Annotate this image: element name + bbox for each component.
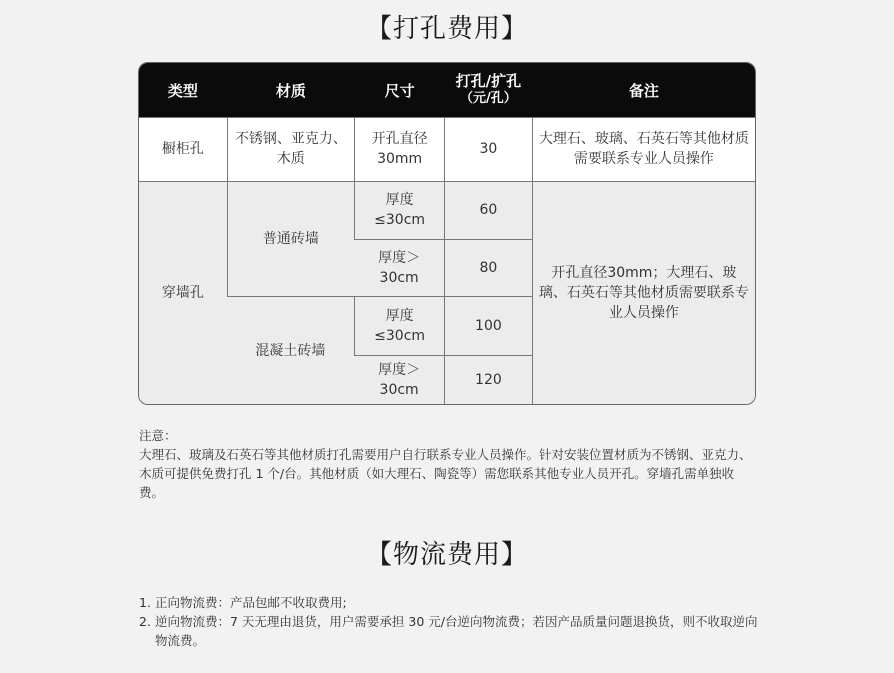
cabinet-material-cell: 不锈钢、亚克力、木质 <box>227 117 355 180</box>
note-label: 注意： <box>139 428 177 443</box>
wall-size-cell: 厚度＞30cm <box>354 355 444 404</box>
list-item <box>139 593 759 612</box>
header-remark: 备注 <box>532 63 755 117</box>
table-row <box>139 117 755 180</box>
drilling-fee-title: 【打孔费用】 <box>365 14 528 44</box>
logistics-list <box>139 593 759 650</box>
wall-type-cell: 穿墙孔 <box>139 181 227 404</box>
cabinet-type-cell: 橱柜孔 <box>139 117 227 180</box>
wall-price-cell: 100 <box>444 296 532 354</box>
wall-size-cell: 厚度≤30cm <box>354 181 444 239</box>
table-header-row <box>139 63 755 117</box>
cabinet-remark-cell: 大理石、玻璃、石英石等其他材质需要联系专业人员操作 <box>532 117 755 180</box>
wall-material-cell: 普通砖墙 <box>227 181 355 297</box>
drilling-fee-table <box>138 62 756 405</box>
list-item-number: 2. <box>139 614 151 629</box>
cabinet-price-cell: 30 <box>444 117 532 180</box>
header-material: 材质 <box>227 63 355 117</box>
table-row <box>139 181 755 239</box>
list-item-text: 逆向物流费：7 天无理由退货，用户需要承担 30 元/台逆向物流费；若因产品质量问题退换货，则不收取逆向物流费。 <box>155 614 758 648</box>
list-item-number: 1. <box>139 595 151 610</box>
drilling-note <box>139 426 759 502</box>
wall-remark-cell: 开孔直径30mm；大理石、玻璃、石英石等其他材质需要联系专业人员操作 <box>532 181 755 404</box>
header-type: 类型 <box>139 63 227 117</box>
note-text: 大理石、玻璃及石英石等其他材质打孔需要用户自行联系专业人员操作。针对安装位置材质为不锈钢、亚克力、木质可提供免费打孔 1 个/台。其他材质（如大理石、陶瓷等）需您联系其他专业人员开孔。穿墙孔需单独收费。 <box>139 447 752 500</box>
header-price <box>444 63 532 117</box>
wall-size-cell: 厚度≤30cm <box>354 296 444 354</box>
wall-size-cell: 厚度＞30cm <box>354 239 444 296</box>
wall-price-cell: 60 <box>444 181 532 239</box>
logistics-fee-title: 【物流费用】 <box>365 540 528 570</box>
wall-price-cell: 80 <box>444 239 532 296</box>
header-price-unit: （元/孔） <box>460 91 517 107</box>
cabinet-size-cell: 开孔直径30mm <box>354 117 444 180</box>
wall-material-cell: 混凝土砖墙 <box>227 296 355 404</box>
list-item <box>139 612 759 650</box>
list-item-text: 正向物流费：产品包邮不收取费用; <box>155 595 347 610</box>
header-price-label: 打孔/扩孔 <box>455 72 522 91</box>
header-size: 尺寸 <box>354 63 444 117</box>
wall-price-cell: 120 <box>444 355 532 404</box>
